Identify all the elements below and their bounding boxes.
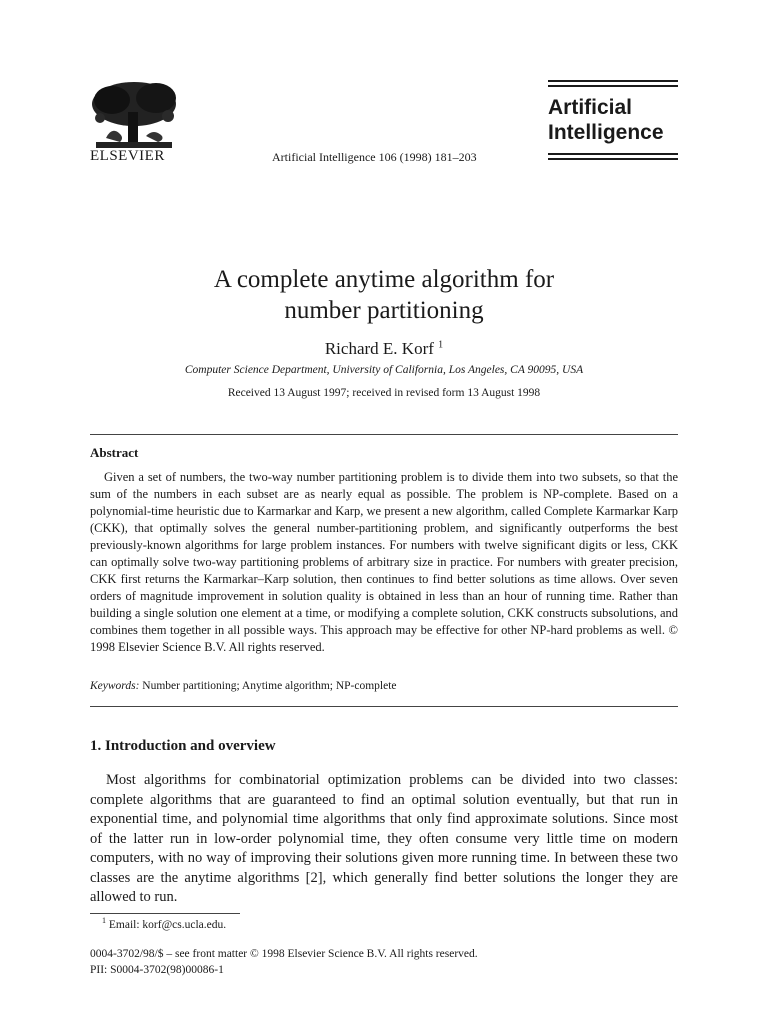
abstract-heading: Abstract (90, 445, 139, 460)
keywords-label: Keywords: (90, 680, 140, 692)
keywords (90, 680, 678, 692)
received-dates: Received 13 August 1997; received in revised form 13 August 1998 (227, 387, 541, 399)
abstract-rule-bottom (90, 706, 678, 707)
journal-name-line-2: Intelligence (548, 121, 664, 144)
elsevier-tree-logo (86, 78, 182, 152)
journal-rule-top (548, 80, 678, 90)
title-line-1: A complete anytime algorithm for (213, 266, 555, 293)
journal-rule-bottom (548, 153, 678, 163)
author-footnote-mark: 1 (438, 339, 444, 351)
journal-citation: Artificial Intelligence 106 (1998) 181–203 (272, 150, 477, 164)
author-affiliation: Computer Science Department, University of California, Los Angeles, CA 90095, USA (184, 364, 584, 376)
journal-name-line-1: Artificial (548, 96, 633, 119)
copyright-block (90, 946, 478, 978)
copyright-line-2: PII: S0004-3702(98)00086-1 (90, 964, 224, 976)
footnote-mark: 1 (102, 916, 106, 925)
copyright-line-1: 0004-3702/98/$ – see front matter © 1998 Elsevier Science B.V. All rights reserved. (90, 948, 478, 960)
title-line-2: number partitioning (284, 297, 484, 324)
section-paragraph: Most algorithms for combinatorial optimization problems can be divided into two classes: complete algorithms that are guaranteed to find an optimal solution eventually, but that run in exponential time, and polynomial time algorithms that only find approximate solutions. Since most of the latter run in low-order polynomial time, they often consume very little time on modern computers, with no way of improving their solutions given more running time. In between these two classes are the anytime algorithms [2], which generally find better solutions the longer they are allowed to run. (90, 772, 678, 905)
author-line (90, 339, 678, 359)
abstract-rule-top (90, 434, 678, 435)
author-name: Richard E. Korf (324, 339, 434, 358)
publisher-name: ELSEVIER (90, 148, 165, 164)
footnote-rule (90, 913, 240, 914)
footnote (102, 916, 226, 931)
paper-title (90, 264, 678, 326)
keywords-text: Number partitioning; Anytime algorithm; NP-complete (142, 680, 397, 692)
journal-name (548, 95, 698, 145)
abstract-text: Given a set of numbers, the two-way number partitioning problem is to divide them into two subsets, so that the sum of the numbers in each subset are as nearly equal as possible. The problem is NP-complete. Based on a polynomial-time heuristic due to Karmarkar and Karp, we present a new algorithm, called Complete Karmarkar Karp (CKK), that optimally solves the general number-partitioning problem, and significantly outperforms the best previously-known algorithms for large problem instances. For numbers with twelve significant digits or less, CKK can optimally solve two-way partitioning problems of arbitrary size in practice. For numbers with greater precision, CKK first returns the Karmarkar–Karp solution, then continues to find better solutions as time allows. Over seven orders of magnitude improvement in solution quality is obtained in less than an hour of running time. Rather than building a single solution one element at a time, or modifying a complete solution, CKK constructs subsolutions, and combines them together in all possible ways. This approach may be effective for other NP-hard problems as well. © 1998 Elsevier Science B.V. All rights reserved. (90, 470, 678, 654)
section-heading: 1. Introduction and overview (90, 738, 276, 754)
footnote-text: Email: korf@cs.ucla.edu. (108, 918, 227, 931)
